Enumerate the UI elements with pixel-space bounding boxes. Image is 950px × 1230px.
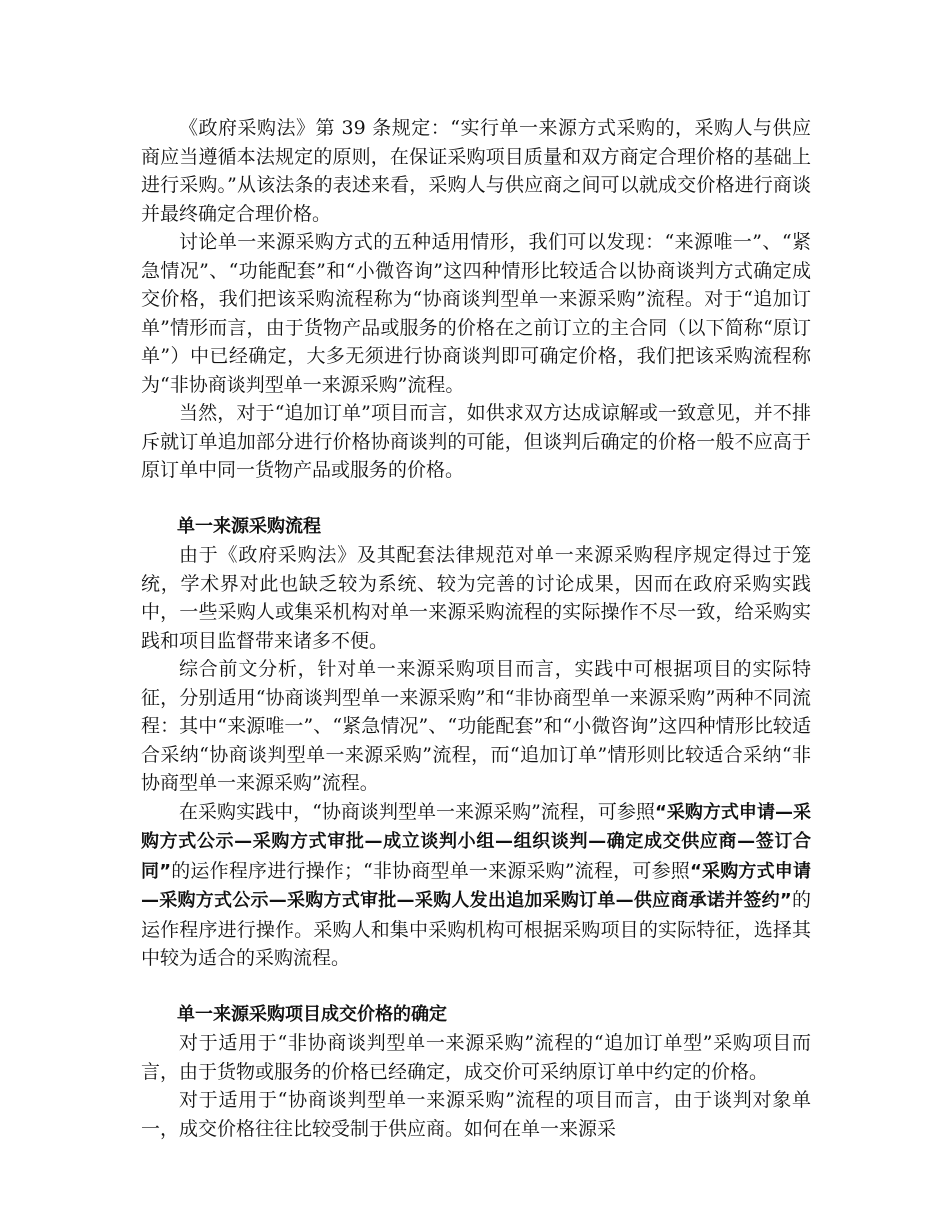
paragraph-additional-order-note: 当然，对于“追加订单”项目而言，如供求双方达成谅解或一致意见，并不排斥就订单追加部分进行价格协商谈判的可能，但谈判后确定的价格一般不应高于原订单中同一货物产品或服务的价格。 — [141, 402, 811, 481]
negotiation-process-steps: “采购方式申请—采购方式公示—采购方式审批—成立谈判小组—组织谈判—确定成交供应商—签订合同” — [141, 801, 811, 882]
paragraph-law-article-39: 《政府采购法》第 39 条规定：“实行单一来源方式采购的，采购人与供应商应当遵循本法规定的原则，在保证采购项目质量和双方商定合理价格的基础上进行采购。”从该法条的表述来看，采购人与供应商之间可以就成交价格进行商谈并最终确定合理价格。 — [141, 117, 811, 225]
process-text-intro: 在采购实践中，“协商谈判型单一来源采购”流程，可参照 — [179, 800, 655, 823]
process-text-middle: 的运作程序进行操作；“非协商型单一来源采购”流程，可参照 — [171, 859, 690, 882]
paragraph-process-steps — [141, 798, 811, 973]
document-page — [141, 114, 811, 1143]
section-spacer — [141, 485, 811, 513]
paragraph-negotiation-price: 对于适用于“协商谈判型单一来源采购”流程的项目而言，由于谈判对象单一，成交价格往往比较受制于供应商。如何在单一来源采 — [141, 1089, 811, 1140]
section-heading-procurement-process: 单一来源采购流程 — [177, 515, 321, 537]
paragraph-additional-order-price: 对于适用于“非协商谈判型单一来源采购”流程的“追加订单型”采购项目而言，由于货物或服务的价格已经确定，成交价可采纳原订单中约定的价格。 — [141, 1032, 811, 1083]
non-negotiation-process-steps: “采购方式申请—采购方式公示—采购方式审批—采购人发出追加采购订单—供应商承诺并签约” — [141, 860, 811, 911]
section-spacer — [141, 973, 811, 1001]
section-heading-price-determination: 单一来源采购项目成交价格的确定 — [177, 1003, 447, 1025]
process-text-end: 的运作程序进行操作。采购人和集中采购机构可根据采购项目的实际特征，选择其中较为适合的采购流程。 — [141, 889, 811, 969]
paragraph-process-analysis: 综合前文分析，针对单一来源采购项目而言，实践中可根据项目的实际特征，分别适用“协商谈判型单一来源采购”和“非协商型单一来源采购”两种不同流程：其中“来源唯一”、“紧急情况”、“功能配套”和“小微咨询”这四种情形比较适合采纳“协商谈判型单一来源采购”流程，而“追加订单”情形则比较适合采纳“非协商型单一来源采购”流程。 — [141, 658, 811, 794]
paragraph-five-scenarios: 讨论单一来源采购方式的五种适用情形，我们可以发现：“来源唯一”、“紧急情况”、“功能配套”和“小微咨询”这四种情形比较适合以协商谈判方式确定成交价格，我们把该采购流程称为“协商谈判型单一来源采购”流程。对于“追加订单”情形而言，由于货物产品或服务的价格在之前订立的主合同（以下简称“原订单”）中已经确定，大多无须进行协商谈判即可确定价格，我们把该采购流程称为“非协商谈判型单一来源采购”流程。 — [141, 231, 811, 396]
paragraph-process-background: 由于《政府采购法》及其配套法律规范对单一来源采购程序规定得过于笼统，学术界对此也缺乏较为系统、较为完善的讨论成果，因而在政府采购实践中，一些采购人或集采机构对单一来源采购流程的实际操作不尽一致，给采购实践和项目监督带来诸多不便。 — [141, 544, 811, 652]
